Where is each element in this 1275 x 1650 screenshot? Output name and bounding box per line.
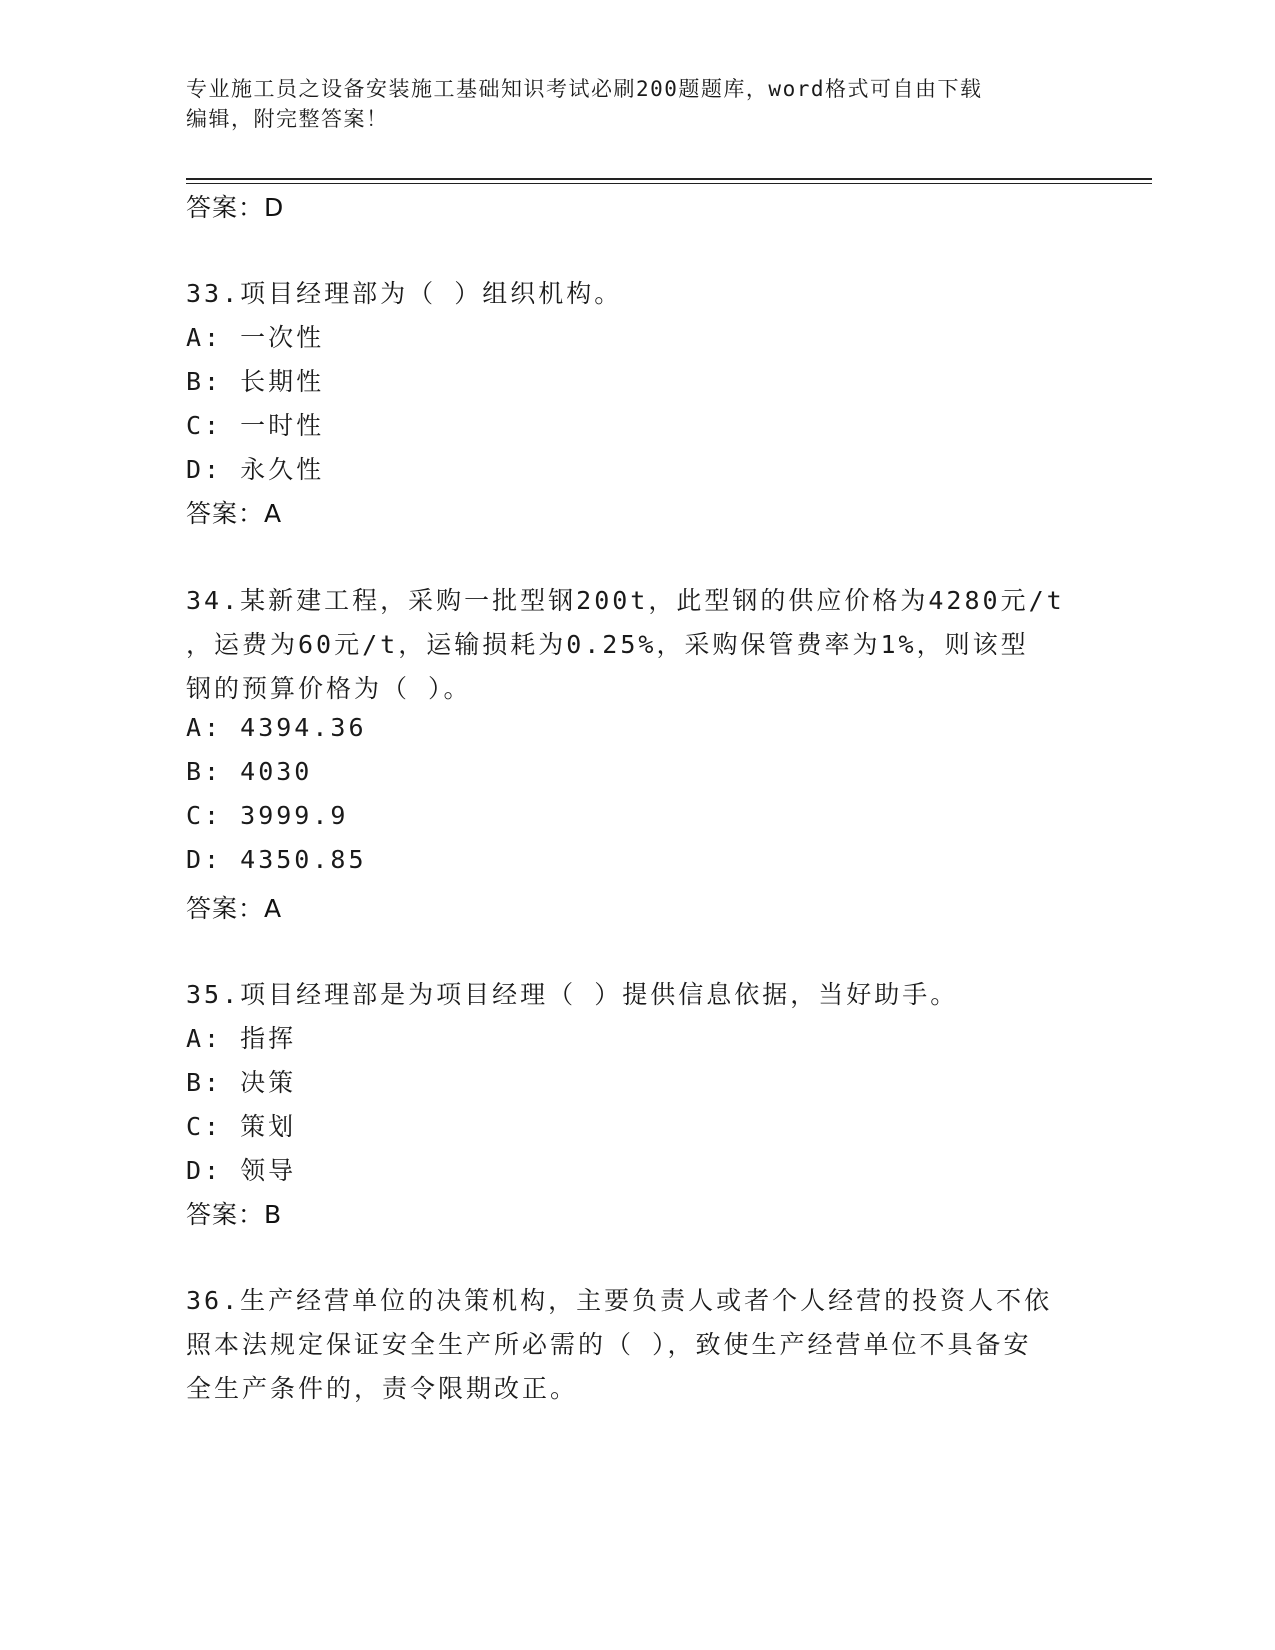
previous-answer: 答案：D bbox=[186, 193, 285, 222]
header-line-1: 专业施工员之设备安装施工基础知识考试必刷200题题库，word格式可自由下载 bbox=[186, 77, 983, 101]
header-divider-thin bbox=[186, 183, 1152, 184]
header-divider-thick bbox=[186, 178, 1152, 180]
question-34-stem-line-2: ，运费为60元/t，运输损耗为0.25%，采购保管费率为1%，则该型 bbox=[186, 630, 1029, 659]
question-35-stem: 35.项目经理部是为项目经理（ ）提供信息依据，当好助手。 bbox=[186, 980, 959, 1009]
question-33-option-d: D: 永久性 bbox=[186, 455, 325, 484]
question-34-option-d: D: 4350.85 bbox=[186, 845, 367, 874]
question-33-option-c: C: 一时性 bbox=[186, 411, 325, 440]
question-34-option-a: A: 4394.36 bbox=[186, 713, 367, 742]
question-33-option-b: B: 长期性 bbox=[186, 367, 325, 396]
question-34-stem-line-3: 钢的预算价格为（ ）。 bbox=[186, 674, 472, 703]
question-36-stem-line-1: 36.生产经营单位的决策机构，主要负责人或者个人经营的投资人不依 bbox=[186, 1286, 1053, 1315]
question-34-stem-line-1: 34.某新建工程，采购一批型钢200t，此型钢的供应价格为4280元/t bbox=[186, 586, 1065, 615]
question-36-stem-line-3: 全生产条件的，责令限期改正。 bbox=[186, 1374, 579, 1403]
question-36-stem-line-2: 照本法规定保证安全生产所必需的（ ），致使生产经营单位不具备安 bbox=[186, 1330, 1032, 1359]
question-34-option-c: C: 3999.9 bbox=[186, 801, 349, 830]
question-33-answer: 答案：A bbox=[186, 499, 283, 528]
question-34-answer: 答案：A bbox=[186, 894, 283, 923]
question-33-option-a: A: 一次性 bbox=[186, 323, 325, 352]
document-header bbox=[186, 74, 1066, 134]
question-35-option-c: C: 策划 bbox=[186, 1112, 297, 1141]
question-33-stem: 33.项目经理部为（ ）组织机构。 bbox=[186, 279, 623, 308]
question-35-option-d: D: 领导 bbox=[186, 1156, 297, 1185]
question-34-option-b: B: 4030 bbox=[186, 757, 313, 786]
question-35-option-a: A: 指挥 bbox=[186, 1024, 297, 1053]
header-line-2: 编辑，附完整答案！ bbox=[186, 107, 389, 131]
question-35-answer: 答案：B bbox=[186, 1200, 283, 1229]
question-35-option-b: B: 决策 bbox=[186, 1068, 297, 1097]
